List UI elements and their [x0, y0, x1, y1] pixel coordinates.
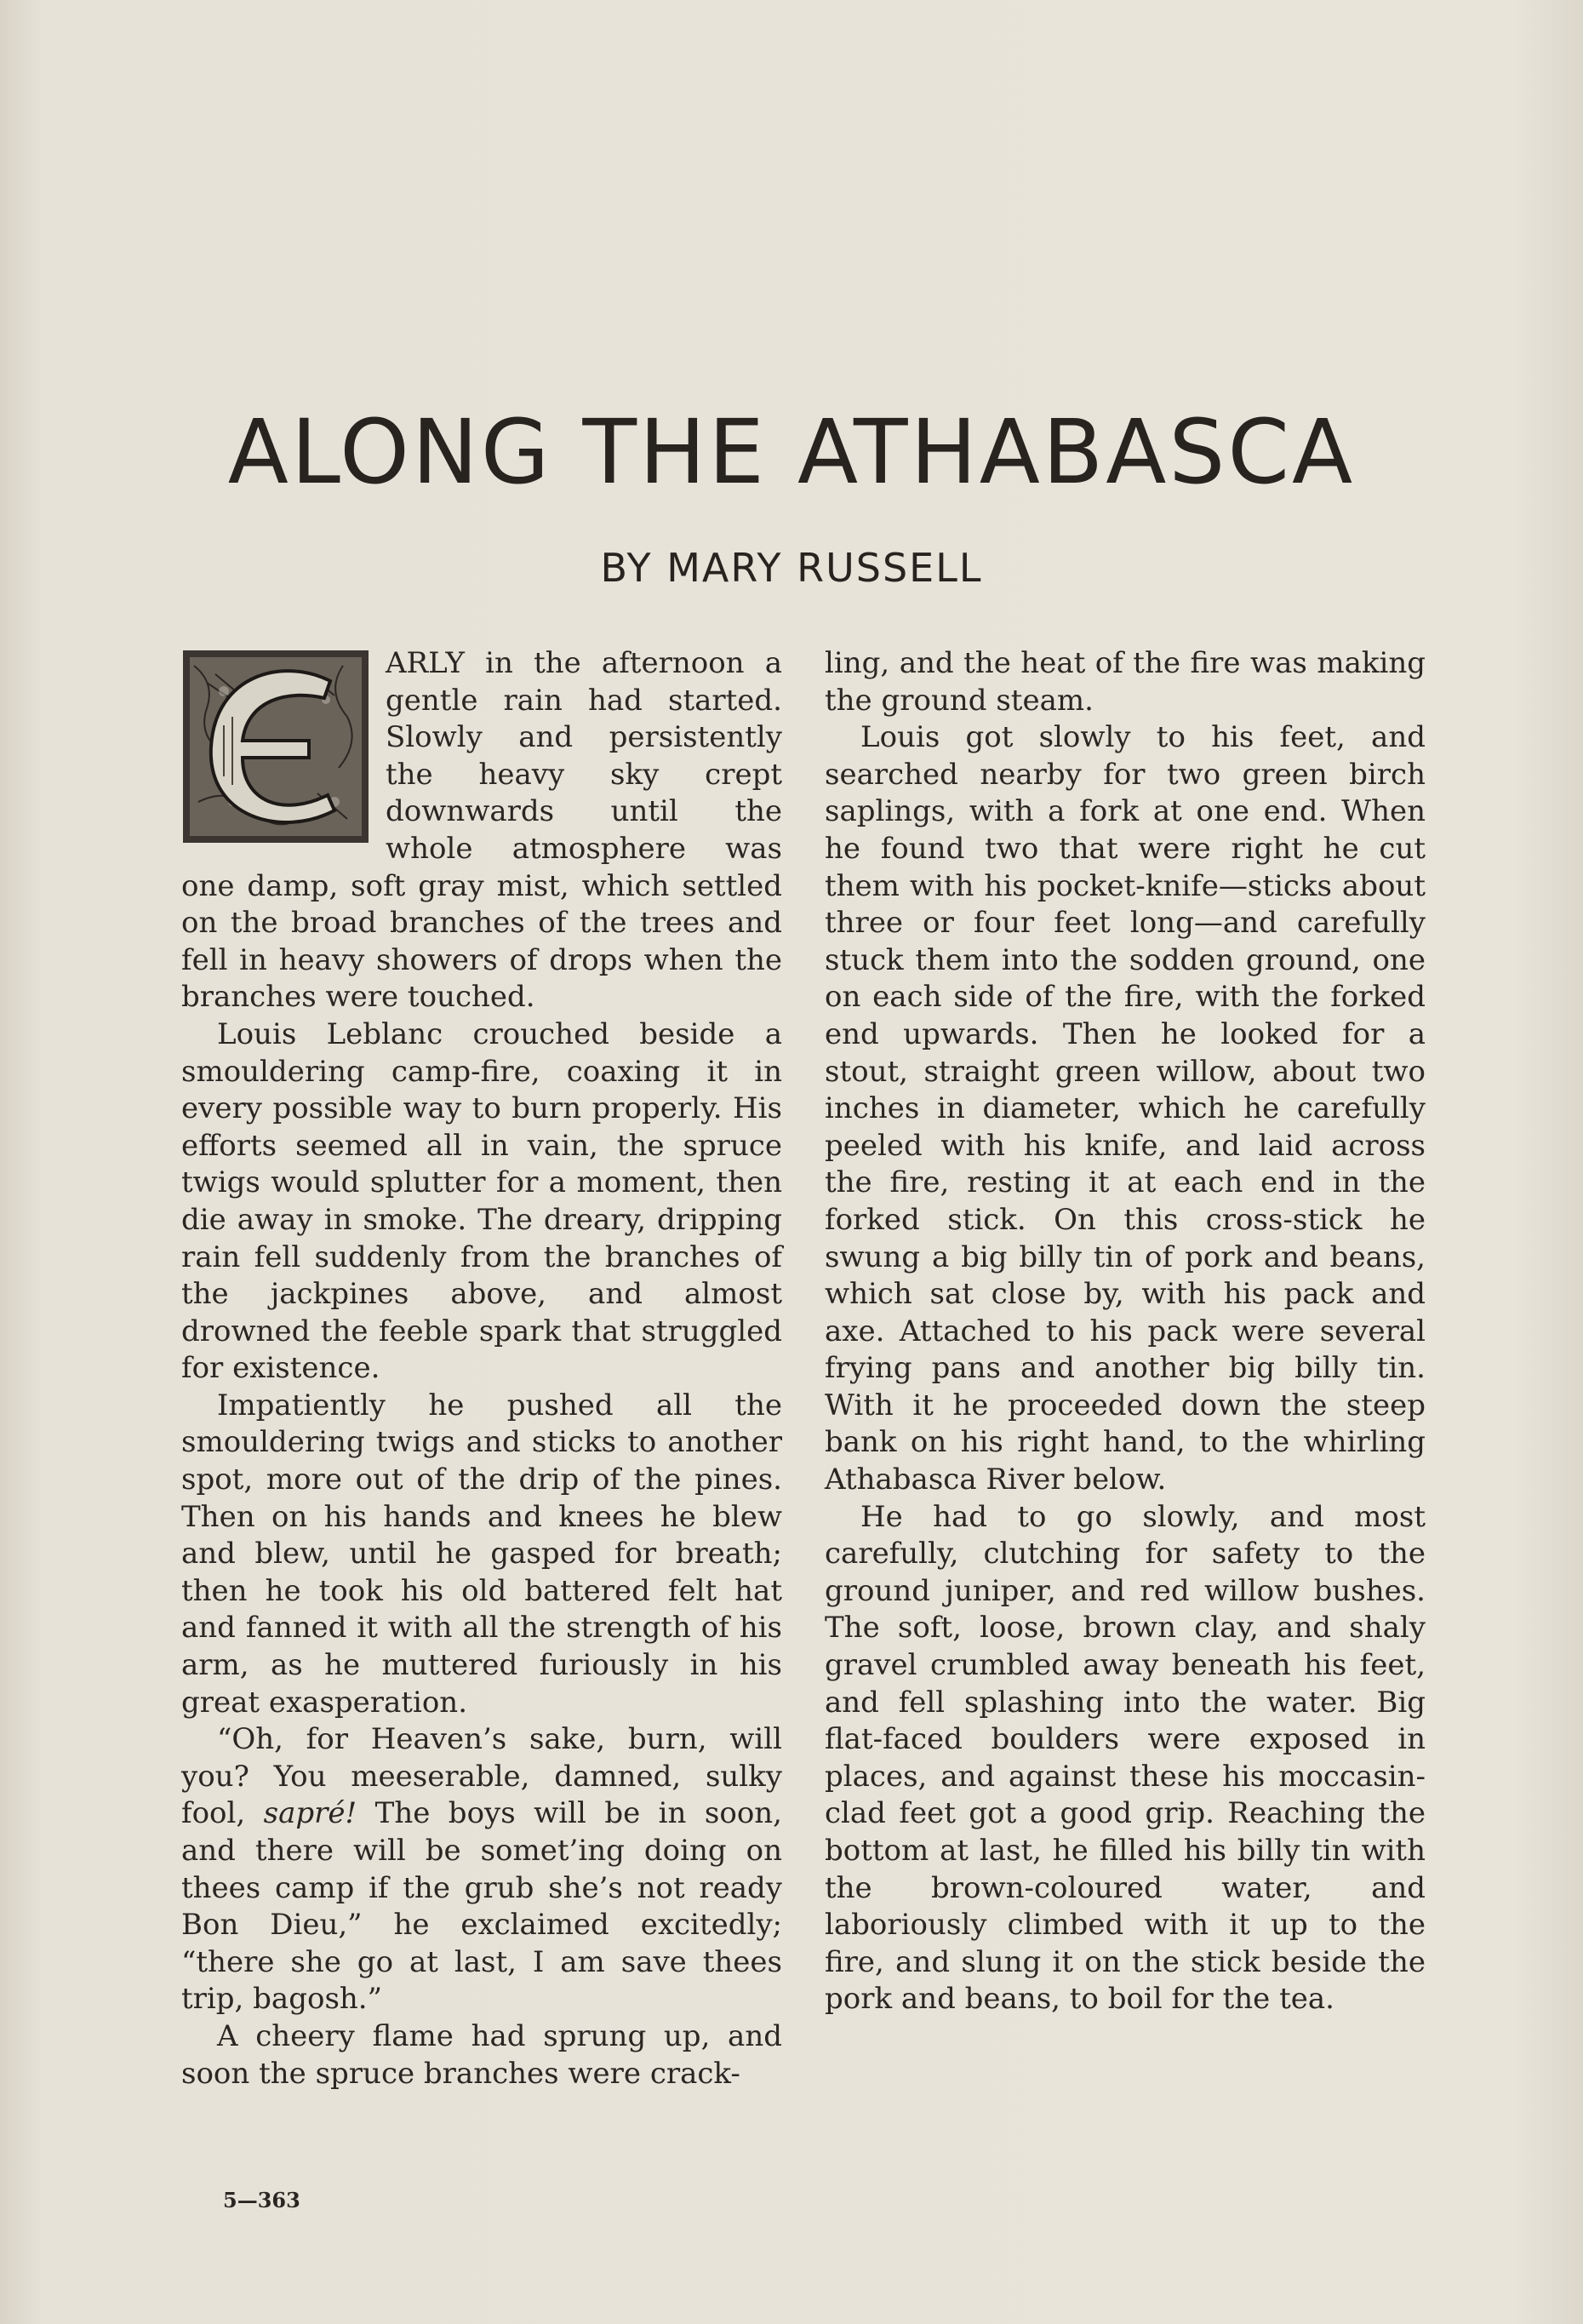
- paragraph-5-start: A cheery flame had sprung up, and soon the spruce branches were crack-: [181, 2018, 782, 2091]
- paragraph-5-end: ling, and the heat of the fire was making the ground steam.: [825, 646, 1426, 718]
- paragraph-1: ARLY in the afternoon a gentle rain had started. Slowly and persistently the heavy sky crept downwards until the whole atmosphere was one damp, soft gray mist, which settled on the broad branches of the trees and fell in heavy showers of drops when the branches were touched.: [181, 646, 782, 1015]
- paragraph-2: Louis Leblanc crouched beside a smouldering camp-fire, coaxing it in every possible way to burn properly. His efforts seemed all in vain, the spruce twigs would splutter for a moment, then die away in smoke. The dreary, dripping rain fell suddenly from the branches of the jackpines above, and almost drowned the feeble spark that struggled for existence.: [181, 1016, 782, 1386]
- page-folio: 5—363: [223, 2188, 300, 2212]
- paragraph-7: He had to go slowly, and most carefully, clutching for safety to the ground juniper, and red willow bushes. The soft, loose, brown clay, and shaly gravel crumbled away beneath his feet, and fell splashing into the water. Big flat-faced boulders were exposed in places, and against these his moccasin-clad feet got a good grip. Reaching the bottom at last, he filled his billy tin with the brown-coloured water, and laboriously climbed with it up to the fire, and slung it on the stick beside the pork and beans, to boil for the tea.: [825, 1499, 1426, 2017]
- paragraph-4-start: “Oh, for Heaven’s sake, burn, will you? You meeserable, damned, sulky fool,: [181, 1722, 782, 1831]
- drop-cap-e-icon: [181, 649, 370, 844]
- paragraph-4: [181, 1721, 782, 2018]
- text-column-right: [825, 645, 1426, 2018]
- article-byline: BY MARY RUSSELL: [600, 545, 983, 591]
- paragraph-4-italic: sapré!: [263, 1796, 357, 1831]
- paragraph-3: Impatiently he pushed all the smouldering twigs and sticks to another spot, more out of the drip of the pines. Then on his hands and knees he blew and blew, until he gasped for breath; then he took his old battered felt hat and fanned it with all the strength of his arm, as he muttered furiously in his great exasperation.: [181, 1388, 782, 1720]
- paragraph-4-end: The boys will be in soon, and there will be somet’ing doing on thees camp if the grub she’s not ready Bon Dieu,” he exclaimed excitedly; “there she go at last, I am save thees trip, bagosh.”: [181, 1796, 782, 2017]
- text-column-left: [181, 645, 782, 2092]
- article-title: ALONG THE ATHABASCA: [227, 400, 1356, 504]
- ornamental-drop-cap: [181, 649, 370, 844]
- paragraph-6: Louis got slowly to his feet, and searched nearby for two green birch saplings, with a fork at one end. When he found two that were right he cut them with his pocket-knife—sticks about three or four feet long—and carefully stuck them into the sodden ground, one on each side of the fire, with the forked end upwards. Then he looked for a stout, straight green willow, about two inches in diameter, which he carefully peeled with his knife, and laid across the fire, resting it at each end in the forked stick. On this cross-stick he swung a big billy tin of pork and beans, which sat close by, with his pack and axe. Attached to his pack were several frying pans and another big billy tin. With it he proceeded down the steep bank on his right hand, to the whirling Athabasca River below.: [825, 720, 1426, 1497]
